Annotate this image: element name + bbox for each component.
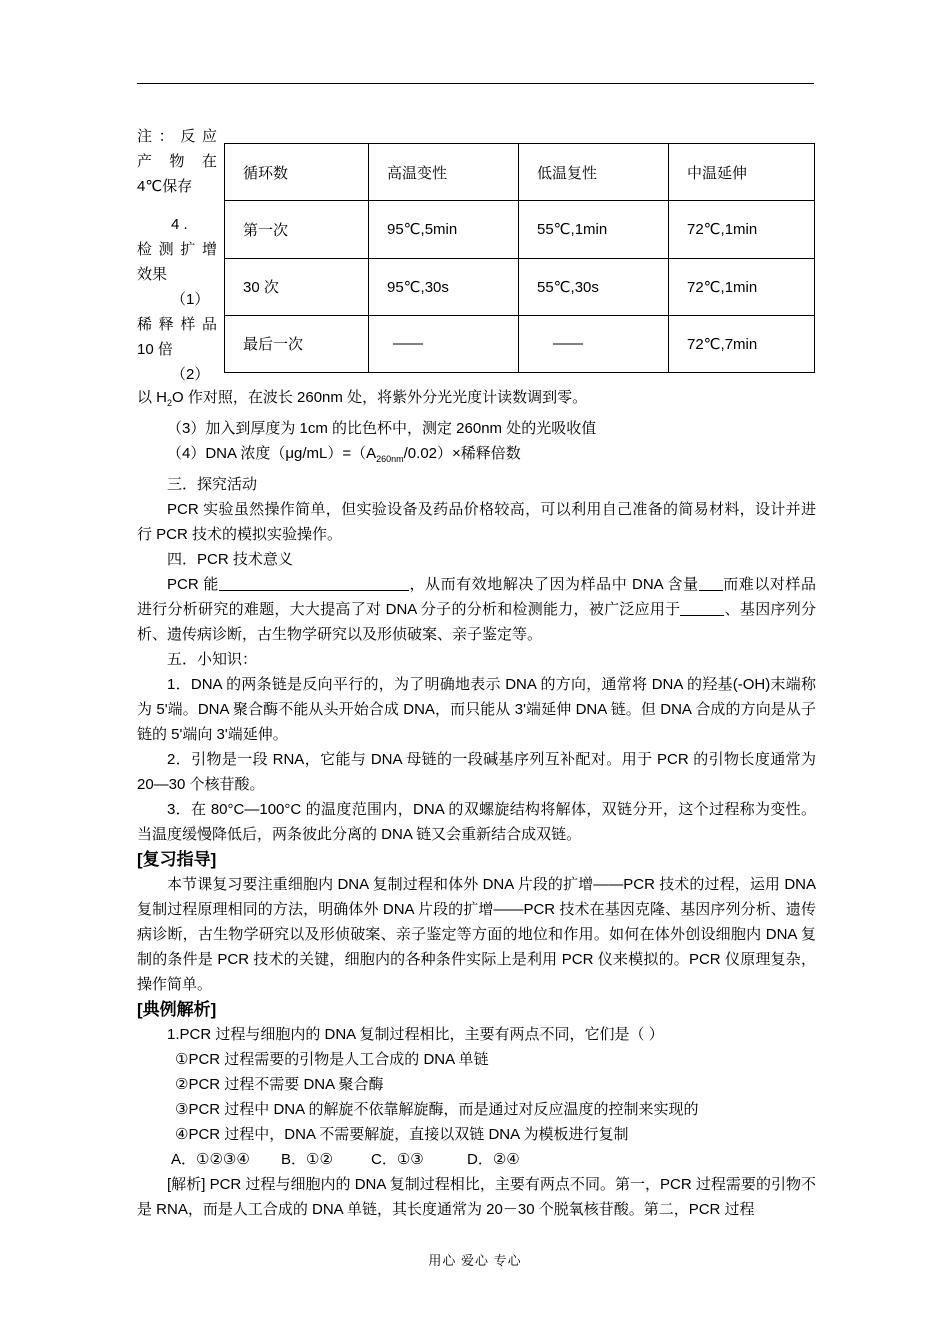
knowledge-item: 1．DNA 的两条链是反向平行的，为了明确地表示 DNA 的方向，通常将 DNA 的羟基(-OH)末端称为 5'端。DNA 聚合酶不能从头开始合成 DNA，而只能从 3'端延伸 DNA 链。但 DNA 合成的方向是从子链的 5'端向 3'端延伸。	[137, 676, 816, 743]
step-number: （2）	[171, 366, 210, 383]
table-cell: 72℃,1min	[669, 258, 815, 315]
main-body	[137, 385, 816, 1222]
pcr-cycle-table	[224, 143, 815, 373]
knowledge-item: 2．引物是一段 RNA，它能与 DNA 母链的一段碱基序列互补配对。用于 PCR 的引物长度通常为 20—30 个核苷酸。	[137, 751, 816, 793]
question-text: 1.PCR 过程与细胞内的 DNA 复制过程相比，主要有两点不同，它们是（ ）	[167, 1026, 664, 1043]
note-line: 注：反应	[137, 128, 217, 145]
note-line: 4℃保存	[137, 178, 193, 195]
step-line: 稀释样品	[137, 316, 217, 333]
table-row	[225, 315, 815, 372]
text-span: ，从而有效地解决了因为样品中 DNA 含量	[408, 576, 699, 593]
page-footer: 用心 爱心 专心	[428, 1253, 522, 1268]
step4-line: 效果	[137, 266, 168, 283]
choice-b: B．①②	[281, 1151, 333, 1168]
text-span: O 作对照，在波长 260nm 处，将紫外分光光度计读数调到零。	[172, 389, 588, 406]
blank-line	[680, 599, 724, 616]
table-cell: ——	[519, 315, 669, 372]
step4-notes	[137, 212, 217, 387]
text-span: 、基因序列分析、遗传病诊断，古生物学研究以及形侦破案、亲子鉴定等。	[137, 601, 816, 643]
answer-choices	[137, 1147, 816, 1172]
note-line: 产 物 在	[137, 153, 217, 170]
option-line: ③PCR 过程中 DNA 的解旋不依靠解旋酶，而是通过对反应温度的控制来实现的	[175, 1101, 699, 1118]
choice-d: D．②④	[467, 1151, 520, 1168]
table-row	[225, 201, 815, 258]
table-cell: 第一次	[225, 201, 369, 258]
review-paragraph: 本节课复习要注重细胞内 DNA 复制过程和体外 DNA 片段的扩增——PCR 技术的过程，运用 DNA 复制过程原理相同的方法，明确体外 DNA 片段的扩增——PCR 技术在基因克隆、基因序列分析、遗传病诊断，古生物学研究以及形侦破案、亲子鉴定等方面的地位和作用。如何在体外创设细胞内 DNA 复制的条件是 PCR 技术的关键，细胞内的各种条件实际上是利用 PCR 仪来模拟的。PCR 仪原理复杂，操作简单。	[137, 876, 816, 993]
subscript: 260nm	[376, 454, 404, 464]
blank-line	[219, 574, 409, 591]
table-cell: 95℃,30s	[369, 258, 519, 315]
section-title: 三．探究活动	[167, 476, 258, 493]
table-cell: 55℃,30s	[519, 258, 669, 315]
choice-a: A．①②③④	[171, 1151, 250, 1168]
step3-line: （3）加入到厚度为 1cm 的比色杯中，测定 260nm 处的光吸收值	[167, 420, 597, 437]
table-header-row	[225, 144, 815, 201]
step-line: 10 倍	[137, 341, 173, 358]
step4-line	[137, 441, 816, 472]
section-title: 五．小知识：	[167, 651, 258, 668]
table-header-cell: 中温延伸	[669, 144, 815, 201]
text-span: PCR 能	[167, 576, 219, 593]
step2-line	[137, 385, 816, 416]
option-line: ②PCR 过程不需要 DNA 聚合酶	[175, 1076, 384, 1093]
table-cell: 72℃,7min	[669, 315, 815, 372]
table-cell: ——	[369, 315, 519, 372]
option-line: ④PCR 过程中，DNA 不需要解旋，直接以双链 DNA 为模板进行复制	[175, 1126, 629, 1143]
table-header-cell: 低温复性	[519, 144, 669, 201]
header-rule	[137, 83, 814, 84]
table-cell: 72℃,1min	[669, 201, 815, 258]
table-row	[225, 258, 815, 315]
text-span: /0.02）×稀释倍数	[403, 445, 521, 462]
step4-line: 检测扩增	[137, 241, 217, 258]
choice-c: C．①③	[371, 1151, 424, 1168]
section-paragraph: PCR 实验虽然操作简单，但实验设备及药品价格较高，可以利用自己准备的简易材料，设计并进行 PCR 技术的模拟实验操作。	[137, 501, 816, 543]
subscript: 2	[167, 398, 173, 408]
table-cell: 95℃,5min	[369, 201, 519, 258]
table-cell: 30 次	[225, 258, 369, 315]
text-span: （4）DNA 浓度（μg/mL）=（A	[167, 445, 377, 462]
side-notes	[137, 124, 217, 199]
step4-number: 4 .	[171, 216, 188, 233]
table-cell: 55℃,1min	[519, 201, 669, 258]
review-heading: [复习指导]	[137, 850, 217, 869]
text-span: 而难以对样品进行分析研究的难题，大大提高了对 DNA 分子的分析和检测能力，被广泛应用于	[137, 576, 816, 618]
fill-in-paragraph	[137, 572, 816, 647]
analysis-paragraph: [解析] PCR 过程与细胞内的 DNA 复制过程相比，主要有两点不同。第一，PCR 过程需要的引物不是 RNA，而是人工合成的 DNA 单链，其长度通常为 20－30 个脱氧核苷酸。第二，PCR 过程	[137, 1176, 816, 1218]
step-number: （1）	[171, 291, 210, 308]
table-cell: 最后一次	[225, 315, 369, 372]
text-span: 以 H	[137, 389, 168, 406]
knowledge-item: 3．在 80°C—100°C 的温度范围内，DNA 的双螺旋结构将解体，双链分开，这个过程称为变性。当温度缓慢降低后，两条彼此分离的 DNA 链又会重新结合成双链。	[137, 801, 816, 843]
table-header-cell: 高温变性	[369, 144, 519, 201]
table-header-cell: 循环数	[225, 144, 369, 201]
option-line: ①PCR 过程需要的引物是人工合成的 DNA 单链	[175, 1051, 489, 1068]
section-title: 四．PCR 技术意义	[167, 551, 293, 568]
blank-line	[699, 574, 723, 591]
example-heading: [典例解析]	[137, 1000, 217, 1019]
